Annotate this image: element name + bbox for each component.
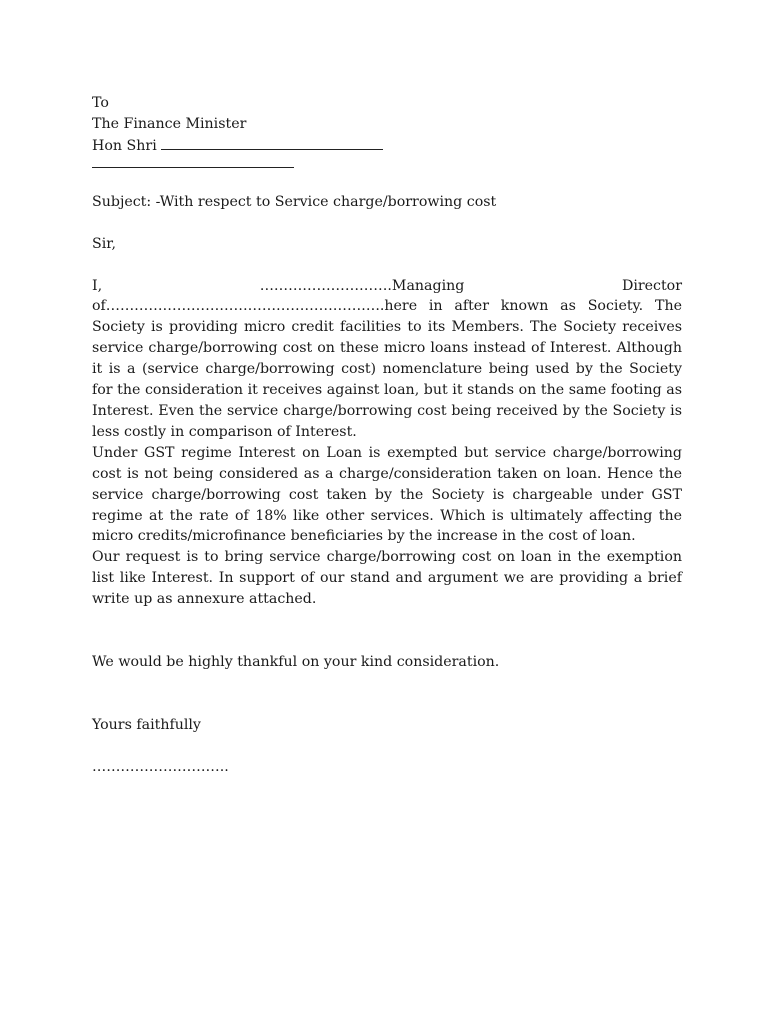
- salutation: Sir,: [92, 235, 116, 252]
- subject-line: Subject: -With respect to Service charge/borrowing cost: [92, 193, 497, 210]
- name-blank-line: [161, 135, 383, 150]
- address-recipient: The Finance Minister: [92, 115, 247, 132]
- body-paragraph: I, ……………………….Managing Director of…………………………………………………..here in after known as Society. The Society is providing micro credit facilities to its Members. The Society receives service charge/borrowing cost on these micro loans instead of Interest. Although it is a (service charge/borrowing cost) nomenclature being used by the Society for the consideration it receives against loan, but it stands on the same footing as Interest. Even the service charge/borrowing cost being received by the Society is less costly in comparison of Interest.: [92, 277, 682, 440]
- closing: Yours faithfully: [92, 716, 201, 733]
- signature-placeholder: ………………………..: [92, 758, 229, 775]
- thanks-line: We would be highly thankful on your kind consideration.: [92, 654, 500, 671]
- body-paragraph: Our request is to bring service charge/borrowing cost on loan in the exemption list like Interest. In support of our stand and argument we are providing a brief write up as annexure attached.: [92, 549, 682, 608]
- letter-body: [92, 276, 682, 611]
- hon-prefix: Hon Shri: [92, 137, 162, 154]
- address-to: To: [92, 95, 109, 111]
- letter-page: [92, 93, 682, 778]
- body-paragraph: Under GST regime Interest on Loan is exempted but service charge/borrowing cost is not being considered as a charge/consideration taken on loan. Hence the service charge/borrowing cost taken by the Society is chargeable under GST regime at the rate of 18% like other services. Which is ultimately affecting the micro credits/microfinance beneficiaries by the increase in the cost of loan.: [92, 444, 682, 545]
- address-blank-line: [92, 159, 294, 168]
- address-hon-line: [92, 135, 682, 157]
